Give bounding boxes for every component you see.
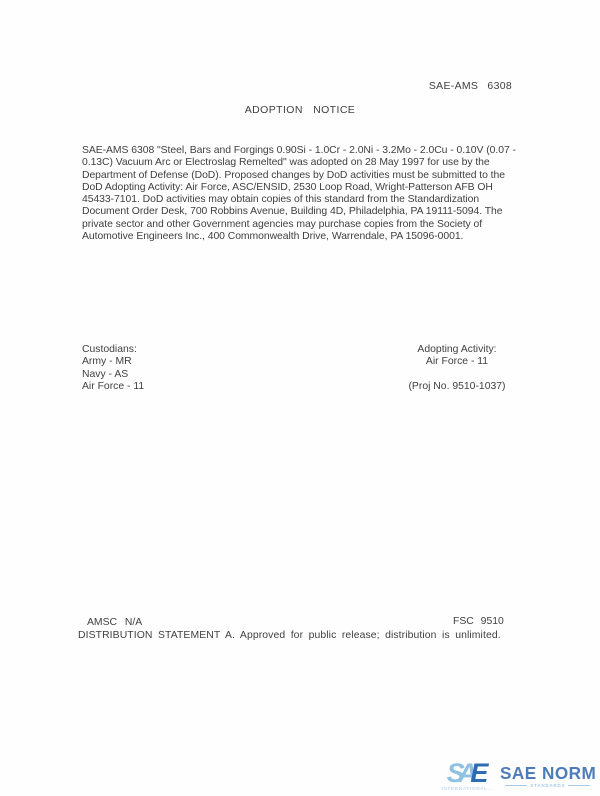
adopting-activity-block bbox=[378, 344, 536, 393]
body-line: Department of Defense (DoD). Proposed changes by DoD activities must be submitted to the bbox=[82, 169, 505, 181]
doc-number: SAE-AMS 6308 bbox=[428, 80, 512, 92]
sae-logo-mark bbox=[441, 758, 494, 791]
body-line: Automotive Engineers Inc., 400 Commonwealth Drive, Warrendale, PA 15096-0001. bbox=[82, 231, 464, 243]
custodian-item: Army - MR bbox=[82, 356, 132, 368]
sae-letters bbox=[441, 758, 493, 788]
tagline-text: STANDARDS bbox=[530, 782, 566, 788]
distribution-statement: DISTRIBUTION STATEMENT A. Approved for public release; distribution is unlimited. bbox=[78, 630, 501, 642]
standards-tagline bbox=[499, 783, 597, 788]
page-title: ADOPTION NOTICE bbox=[244, 104, 356, 116]
sae-norm-logo bbox=[441, 758, 597, 791]
sae-norm-text: SAE NORM bbox=[499, 762, 597, 783]
sae-norm-wordmark bbox=[499, 762, 597, 788]
sae-letter-s: S bbox=[446, 758, 458, 788]
sae-letter-e: E bbox=[470, 758, 482, 788]
adoption-notice-paragraph bbox=[82, 145, 552, 243]
body-line: private sector and other Government agencies may purchase copies from the Society of bbox=[82, 218, 483, 230]
tagline-rule-left bbox=[505, 785, 527, 786]
sae-international-text: INTERNATIONAL... bbox=[441, 786, 494, 791]
adopting-activity-heading: Adopting Activity: bbox=[417, 344, 497, 355]
custodian-item: Air Force - 11 bbox=[82, 380, 145, 392]
body-line: Document Order Desk, 700 Robbins Avenue, Building 4D, Philadelphia, PA 19111-5094. The bbox=[82, 206, 503, 218]
body-line: 45433-7101. DoD activities may obtain copies of this standard from the Standardization bbox=[82, 194, 480, 206]
body-line: DoD Adopting Activity: Air Force, ASC/ENSID, 2530 Loop Road, Wright-Patterson AFB OH bbox=[82, 181, 493, 193]
amsc-code: AMSC N/A bbox=[87, 617, 143, 628]
body-line: SAE-AMS 6308 "Steel, Bars and Forgings 0.90Si - 1.0Cr - 2.0Ni - 3.2Mo - 2.0Cu - 0.10V (0.07 - bbox=[82, 145, 516, 156]
sae-letter-a: A bbox=[457, 758, 471, 788]
custodians-heading: Custodians: bbox=[82, 344, 137, 355]
adopting-activity-value: Air Force - 11 bbox=[425, 356, 489, 368]
custodian-item: Navy - AS bbox=[82, 368, 129, 380]
custodians-block bbox=[82, 344, 144, 393]
tagline-rule-right bbox=[568, 785, 590, 786]
fsc-code: FSC 9510 bbox=[453, 616, 504, 627]
footer-block bbox=[78, 616, 501, 642]
body-line: 0.13C) Vacuum Arc or Electroslag Remelted" was adopted on 28 May 1997 for use by the bbox=[82, 157, 490, 169]
project-number: (Proj No. 9510-1037) bbox=[408, 380, 506, 392]
